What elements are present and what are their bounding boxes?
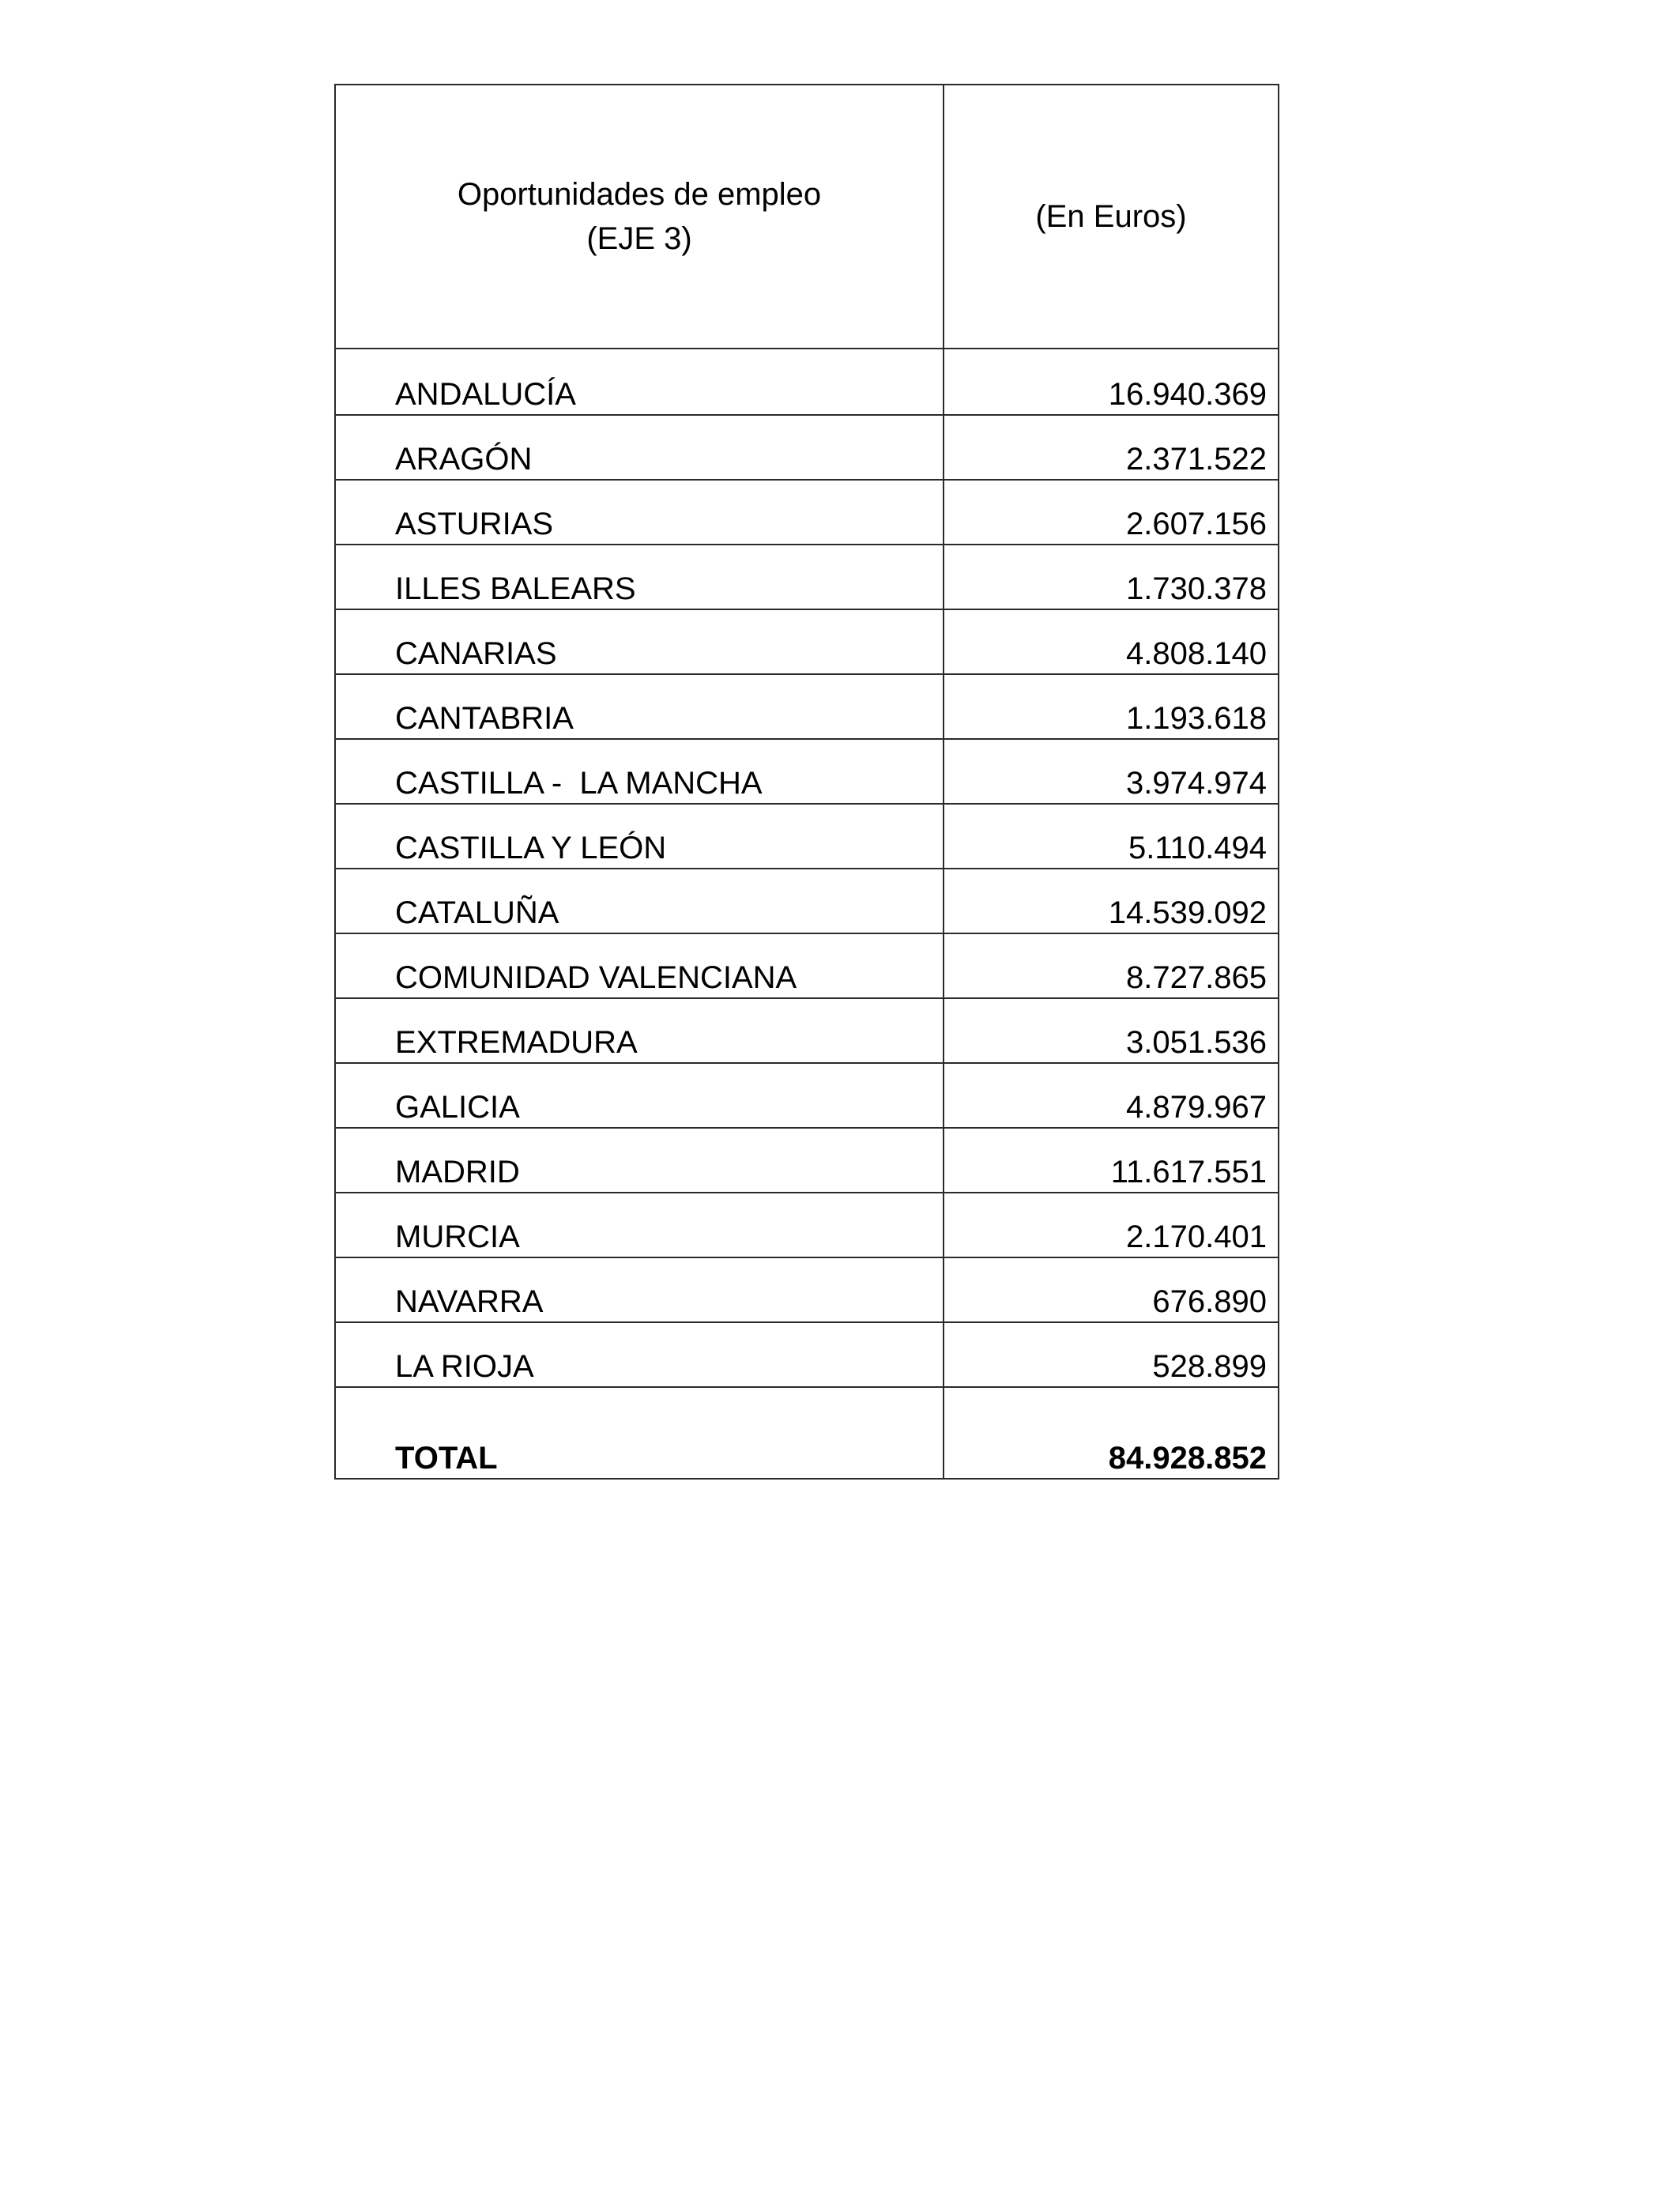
region-name: CANARIAS	[335, 609, 944, 674]
table-row	[335, 609, 1279, 674]
table-header-row	[335, 85, 1279, 349]
table-row	[335, 1193, 1279, 1257]
region-amount: 5.110.494	[944, 804, 1279, 869]
region-name: GALICIA	[335, 1063, 944, 1128]
region-amount: 2.170.401	[944, 1193, 1279, 1257]
table-row	[335, 415, 1279, 480]
region-amount: 8.727.865	[944, 933, 1279, 998]
header-category-title: Oportunidades de empleo	[457, 177, 822, 212]
region-amount: 3.051.536	[944, 998, 1279, 1063]
table-row	[335, 545, 1279, 609]
region-amount: 3.974.974	[944, 739, 1279, 804]
total-amount: 84.928.852	[944, 1387, 1279, 1479]
region-name: LA RIOJA	[335, 1322, 944, 1387]
table-row	[335, 869, 1279, 933]
header-category-subtitle: (EJE 3)	[586, 221, 692, 256]
region-amount: 4.808.140	[944, 609, 1279, 674]
table-row	[335, 998, 1279, 1063]
table-row	[335, 804, 1279, 869]
region-name: MURCIA	[335, 1193, 944, 1257]
region-amount: 11.617.551	[944, 1128, 1279, 1193]
region-amount: 1.730.378	[944, 545, 1279, 609]
region-amount: 1.193.618	[944, 674, 1279, 739]
region-amount: 2.607.156	[944, 480, 1279, 545]
region-name: ILLES BALEARS	[335, 545, 944, 609]
header-unit: (En Euros)	[944, 85, 1279, 349]
total-row	[335, 1387, 1279, 1479]
region-name: CANTABRIA	[335, 674, 944, 739]
funding-table-container	[334, 84, 1278, 1480]
funding-table	[334, 84, 1279, 1480]
total-label: TOTAL	[335, 1387, 944, 1479]
table-row	[335, 674, 1279, 739]
table-row	[335, 1257, 1279, 1322]
table-row	[335, 933, 1279, 998]
table-row	[335, 739, 1279, 804]
table-row	[335, 1128, 1279, 1193]
region-amount: 14.539.092	[944, 869, 1279, 933]
region-amount: 528.899	[944, 1322, 1279, 1387]
region-amount: 676.890	[944, 1257, 1279, 1322]
table-row	[335, 480, 1279, 545]
region-name: CASTILLA Y LEÓN	[335, 804, 944, 869]
region-name: EXTREMADURA	[335, 998, 944, 1063]
region-name: CASTILLA - LA MANCHA	[335, 739, 944, 804]
region-amount: 4.879.967	[944, 1063, 1279, 1128]
region-amount: 16.940.369	[944, 349, 1279, 415]
region-name: MADRID	[335, 1128, 944, 1193]
region-name: CATALUÑA	[335, 869, 944, 933]
region-name: ARAGÓN	[335, 415, 944, 480]
table-row	[335, 349, 1279, 415]
region-name: ASTURIAS	[335, 480, 944, 545]
region-name: COMUNIDAD VALENCIANA	[335, 933, 944, 998]
table-row	[335, 1322, 1279, 1387]
table-row	[335, 1063, 1279, 1128]
region-name: ANDALUCÍA	[335, 349, 944, 415]
header-category	[335, 85, 944, 349]
region-name: NAVARRA	[335, 1257, 944, 1322]
table-body	[335, 349, 1279, 1479]
region-amount: 2.371.522	[944, 415, 1279, 480]
